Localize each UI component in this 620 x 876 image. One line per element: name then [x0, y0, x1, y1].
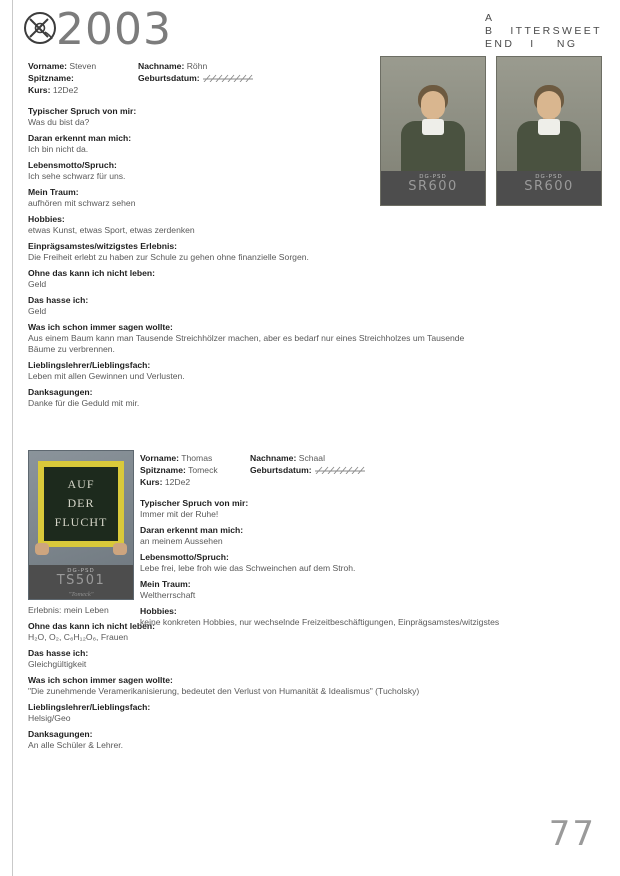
photo-caption-id: SR600 — [408, 179, 458, 194]
entry1-kurs-row — [28, 84, 138, 96]
hobbies-label: Hobbies: — [28, 214, 65, 224]
entry2-hobbies-continuation — [28, 605, 588, 616]
entry1-ohne-block — [28, 268, 588, 290]
photo-caption-id: TS501 — [56, 573, 106, 588]
kurs-label: Kurs: — [28, 85, 51, 95]
photo-caption-id: SR600 — [524, 179, 574, 194]
entry2-hasse-value: Gleichgültigkeit — [28, 659, 87, 669]
entry1-vorname-row — [28, 60, 138, 72]
entry2-erkennt-block — [140, 525, 588, 547]
entry2-sagen-block — [28, 675, 588, 697]
hobbies-label: Hobbies: — [140, 606, 177, 616]
entry1-kurs-value: 12De2 — [52, 85, 79, 95]
ohne-label: Ohne das kann ich nicht leben: — [28, 268, 156, 278]
entry2-hobbies-value-line1: keine konkreten Hobbies, nur wechselnde Freizeitbeschäftigungen, Einprägsamstes/witzigstes — [140, 617, 500, 627]
geburtsdatum-label: Geburtsdatum: — [138, 73, 200, 83]
spitzname-label: Spitzname: — [28, 73, 74, 83]
entry2-photo-caption — [29, 565, 133, 599]
entry1-identity-fields — [28, 60, 358, 96]
entry1-hasse-block — [28, 295, 588, 317]
entry1-lehrer-value: Leben mit allen Gewinnen und Verlusten. — [28, 371, 185, 381]
geburtsdatum-label: Geburtsdatum: — [250, 465, 312, 475]
entry1-dank-value: Danke für die Geduld mit mir. — [28, 398, 140, 408]
photo-caption-code: DG-PSD — [67, 568, 95, 574]
entry1-hobbies-block — [28, 214, 588, 236]
entry1-lebensmotto-block — [28, 160, 588, 182]
spruch-label: Typischer Spruch von mir: — [28, 106, 137, 116]
entry1-hasse-value: Geld — [28, 306, 47, 316]
entry1-sagen-value-line1: Aus einem Baum kann man Tausende Streichhölzer machen, aber es bedarf nur eines Streichholzes um Tausende — [28, 333, 465, 343]
entry2-traum-value: Weltherrschaft — [140, 590, 196, 600]
entry2-lehrer-value: Helsig/Geo — [28, 713, 71, 723]
traum-label: Mein Traum: — [28, 187, 79, 197]
entry2-traum-block — [140, 579, 588, 601]
vorname-label: Vorname: — [140, 453, 179, 463]
entry2-kurs-row — [140, 476, 250, 488]
entry1-lebensmotto-value: Ich sehe schwarz für uns. — [28, 171, 126, 181]
erkennt-label: Daran erkennt man mich: — [140, 525, 244, 535]
entry1-nachname-row — [138, 60, 358, 72]
year-title: 2003 — [56, 4, 172, 55]
brand-line-1: A — [484, 12, 495, 24]
photo-caption-code: DG-PSD — [535, 174, 563, 180]
erlebnis-label: Einprägsamstes/witzigstes Erlebnis: — [28, 241, 178, 251]
entry2-vorname-value: Thomas — [181, 453, 213, 463]
entry2-spruch-value: Immer mit der Ruhe! — [140, 509, 219, 519]
nachname-label: Nachname: — [138, 61, 185, 71]
entry2-nachname-value: Schaal — [298, 453, 325, 463]
entry1-nachname-value: Röhn — [186, 61, 208, 71]
entry1-questionnaire — [28, 106, 588, 414]
left-margin-rule — [12, 0, 13, 876]
dank-label: Danksagungen: — [28, 729, 93, 739]
spitzname-label: Spitzname: — [140, 465, 186, 475]
page-header — [22, 4, 602, 55]
lehrer-label: Lieblingslehrer/Lieblingsfach: — [28, 702, 151, 712]
brand-line-2: B ITTERSWEET — [484, 25, 602, 37]
entry1-sagen-block — [28, 322, 588, 355]
entry1-lehrer-block — [28, 360, 588, 382]
entry2-sagen-value: "Die zunehmende Veramerikanisierung, bedeutet den Verlust von Humanität & Idealismus" (Tucholsky) — [28, 686, 420, 696]
sagen-label: Was ich schon immer sagen wollte: — [28, 322, 173, 332]
nachname-label: Nachname: — [250, 453, 297, 463]
entry1-vorname-value: Steven — [69, 61, 97, 71]
entry1-hobbies-value: etwas Kunst, etwas Sport, etwas zerdenken — [28, 225, 195, 235]
chalkboard-line-3: FLUCHT — [54, 515, 108, 529]
traum-label: Mein Traum: — [140, 579, 191, 589]
entry2-lebensmotto-value: Lebe frei, lebe froh wie das Schweinchen auf dem Stroh. — [140, 563, 356, 573]
entry1-ohne-value: Geld — [28, 279, 47, 289]
entry2-dank-value: An alle Schüler & Lehrer. — [28, 740, 124, 750]
brand-line-3: END I NG — [484, 38, 578, 50]
lebensmotto-label: Lebensmotto/Spruch: — [28, 160, 117, 170]
entry1-dank-block — [28, 387, 588, 409]
kurs-label: Kurs: — [140, 477, 163, 487]
chalkboard — [38, 461, 124, 547]
photo-caption-code: DG-PSD — [419, 174, 447, 180]
entry1-spitzname-row — [28, 72, 138, 84]
photo-caption-signature: "Tomeck" — [68, 591, 94, 598]
hasse-label: Das hasse ich: — [28, 295, 89, 305]
lehrer-label: Lieblingslehrer/Lieblingsfach: — [28, 360, 151, 370]
entry2-spitzname-value: Tomeck — [188, 465, 218, 475]
entry2-kurs-value: 12De2 — [164, 477, 191, 487]
entry1-geburtsdatum-row — [138, 72, 358, 84]
entry2-ohne-value: H₂O, O₂, C₆H₁₂O₆, Frauen — [28, 632, 129, 642]
entry1-geburtsdatum-redaction-icon — [202, 74, 254, 82]
entry2-spitzname-row — [140, 464, 250, 476]
entry1-erlebnis-block — [28, 241, 588, 263]
vorname-label: Vorname: — [28, 61, 67, 71]
entry2-hasse-block — [28, 648, 588, 670]
page-number: 77 — [548, 814, 596, 854]
entry1-erkennt-value: Ich bin nicht da. — [28, 144, 89, 154]
entry1-erlebnis-value: Die Freiheit erlebt zu haben zur Schule zu gehen ohne finanzielle Sorgen. — [28, 252, 309, 262]
hand-left — [35, 543, 49, 555]
chalkboard-line-2: DER — [67, 496, 95, 510]
entry2-questionnaire-bottom — [28, 605, 588, 756]
entry1-traum-value: aufhören mit schwarz sehen — [28, 198, 136, 208]
erkennt-label: Daran erkennt man mich: — [28, 133, 132, 143]
entry1-traum-block — [28, 187, 588, 209]
entry2-spruch-block — [140, 498, 588, 520]
spruch-label: Typischer Spruch von mir: — [140, 498, 249, 508]
hand-right — [113, 543, 127, 555]
entry2-geburtsdatum-redaction-icon — [314, 466, 366, 474]
entry2-erkennt-value: an meinem Aussehen — [140, 536, 223, 546]
entry2-nachname-row — [250, 452, 470, 464]
entry1-spruch-block — [28, 106, 588, 128]
brand-wordmark — [485, 12, 602, 51]
hasse-label: Das hasse ich: — [28, 648, 89, 658]
entry2-geburtsdatum-row — [250, 464, 470, 476]
crossed-tools-circle-logo-icon — [22, 10, 58, 46]
entry1-spruch-value: Was du bist da? — [28, 117, 90, 127]
sagen-label: Was ich schon immer sagen wollte: — [28, 675, 173, 685]
entry2-dank-block — [28, 729, 588, 751]
entry2-vorname-row — [140, 452, 250, 464]
entry2-hobbies-value-line2: Erlebnis: mein Leben — [28, 605, 109, 615]
entry1-sagen-value-line2: Bäume zu verbrennen. — [28, 344, 115, 354]
dank-label: Danksagungen: — [28, 387, 93, 397]
chalkboard-line-1: AUF — [67, 477, 95, 491]
entry2-ohne-block — [28, 621, 588, 643]
entry2-lebensmotto-block — [140, 552, 588, 574]
lebensmotto-label: Lebensmotto/Spruch: — [140, 552, 229, 562]
entry2-photo — [28, 450, 134, 600]
entry2-lehrer-block — [28, 702, 588, 724]
chalkboard-text — [44, 475, 118, 532]
entry1-erkennt-block — [28, 133, 588, 155]
ohne-label: Ohne das kann ich nicht leben: — [28, 621, 156, 631]
entry2-identity-fields — [140, 452, 470, 488]
